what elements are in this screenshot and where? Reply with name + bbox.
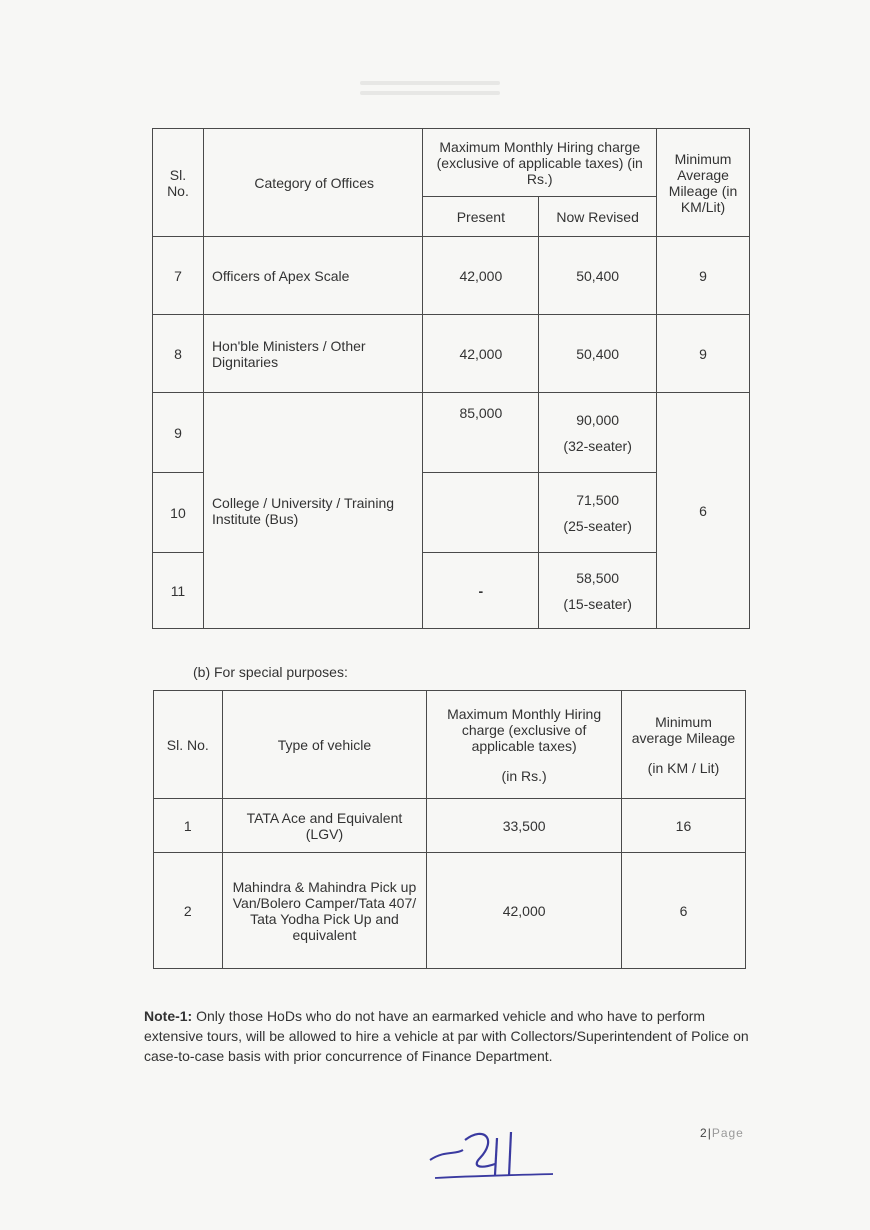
seater-label: (15-seater) bbox=[563, 595, 632, 612]
page-number-separator: | bbox=[707, 1126, 712, 1140]
table-row bbox=[153, 393, 750, 473]
sl-no-cell: 1 bbox=[154, 799, 223, 853]
table-header-row bbox=[153, 129, 750, 197]
mileage-cell: 6 bbox=[621, 853, 745, 969]
charge-cell: 42,000 bbox=[427, 853, 622, 969]
seater-label: (32-seater) bbox=[563, 437, 632, 454]
header-charge-unit: (in Rs.) bbox=[501, 767, 547, 784]
present-charge-cell bbox=[423, 473, 539, 553]
note-label: Note-1: bbox=[144, 1008, 193, 1024]
sl-no-cell: 11 bbox=[153, 553, 204, 629]
sl-no-cell: 8 bbox=[153, 315, 204, 393]
mileage-cell: 16 bbox=[621, 799, 745, 853]
mileage-cell: 6 bbox=[657, 393, 750, 629]
header-mileage bbox=[621, 691, 745, 799]
category-cell: Officers of Apex Scale bbox=[203, 237, 423, 315]
header-mileage-unit: (in KM / Lit) bbox=[647, 759, 720, 776]
header-revised: Now Revised bbox=[539, 197, 657, 237]
revised-charge-cell: 50,400 bbox=[539, 237, 657, 315]
revised-charge-cell bbox=[539, 393, 657, 473]
present-charge-cell: - bbox=[423, 553, 539, 629]
revised-charge-cell: 50,400 bbox=[539, 315, 657, 393]
page-number bbox=[700, 1126, 744, 1140]
seater-label: (25-seater) bbox=[563, 517, 632, 534]
page-number-value: 2 bbox=[700, 1126, 708, 1140]
revised-charge-value: 71,500 bbox=[576, 491, 620, 508]
special-purpose-vehicle-table bbox=[153, 690, 746, 969]
bleed-through-text bbox=[360, 75, 500, 105]
category-cell: Hon'ble Ministers / Other Dignitaries bbox=[203, 315, 423, 393]
vehicle-type-cell: Mahindra & Mahindra Pick up Van/Bolero Camper/Tata 407/ Tata Yodha Pick Up and equivalent bbox=[222, 853, 427, 969]
category-cell: College / University / Training Institute (Bus) bbox=[203, 393, 423, 629]
note-text: Only those HoDs who do not have an earmarked vehicle and who have to perform extensive tours, will be allowed to hire a vehicle at par with Collectors/Superintendent of Police on case-to-case basis with prior concurrence of Finance Department. bbox=[144, 1008, 749, 1064]
table-row bbox=[154, 853, 746, 969]
present-charge-cell: 42,000 bbox=[423, 237, 539, 315]
mileage-cell: 9 bbox=[657, 237, 750, 315]
sl-no-cell: 9 bbox=[153, 393, 204, 473]
header-sl-no: Sl. No. bbox=[154, 691, 223, 799]
header-charge-label: Maximum Monthly Hiring charge (exclusive of applicable taxes) bbox=[447, 705, 602, 754]
present-charge-cell: 42,000 bbox=[423, 315, 539, 393]
page-label: Page bbox=[711, 1126, 744, 1140]
header-charge: Maximum Monthly Hiring charge (exclusive of applicable taxes) (in Rs.) bbox=[423, 129, 657, 197]
header-category: Category of Offices bbox=[203, 129, 423, 237]
vehicle-type-cell: TATA Ace and Equivalent (LGV) bbox=[222, 799, 427, 853]
revised-charge-cell bbox=[539, 553, 657, 629]
revised-charge-value: 90,000 bbox=[576, 411, 620, 428]
header-vehicle-type: Type of vehicle bbox=[222, 691, 427, 799]
table-row bbox=[153, 315, 750, 393]
revised-charge-cell bbox=[539, 473, 657, 553]
present-charge-cell: 85,000 bbox=[423, 393, 539, 473]
table-row bbox=[153, 237, 750, 315]
sl-no-cell: 7 bbox=[153, 237, 204, 315]
header-mileage-label: Minimum average Mileage bbox=[631, 713, 736, 746]
charge-cell: 33,500 bbox=[427, 799, 622, 853]
special-purposes-caption: (b) For special purposes: bbox=[193, 664, 348, 680]
table-row bbox=[154, 799, 746, 853]
header-charge bbox=[427, 691, 622, 799]
note-paragraph bbox=[144, 1006, 764, 1066]
table-header-row bbox=[154, 691, 746, 799]
header-sl-no: Sl. No. bbox=[153, 129, 204, 237]
header-mileage: Minimum Average Mileage (in KM/Lit) bbox=[657, 129, 750, 237]
mileage-cell: 9 bbox=[657, 315, 750, 393]
revised-charge-value: 58,500 bbox=[576, 569, 620, 586]
sl-no-cell: 2 bbox=[154, 853, 223, 969]
header-present: Present bbox=[423, 197, 539, 237]
office-hiring-charge-table bbox=[152, 128, 750, 629]
sl-no-cell: 10 bbox=[153, 473, 204, 553]
signature bbox=[425, 1120, 565, 1190]
